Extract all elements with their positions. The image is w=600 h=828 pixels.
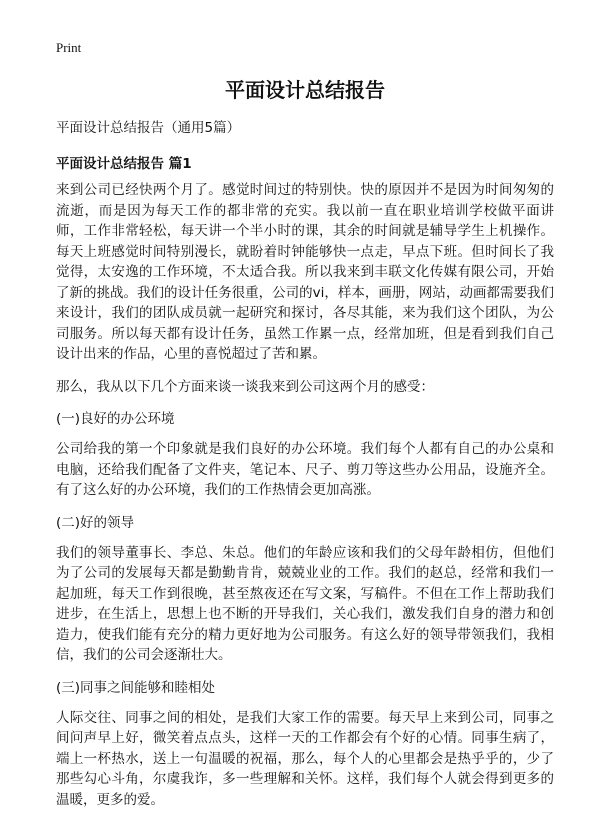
point-heading-leadership: (二)好的领导	[56, 514, 135, 531]
document-title: 平面设计总结报告	[225, 78, 385, 102]
point-body-colleagues: 人际交往、同事之间的相处，是我们大家工作的需要。每天早上来到公司，同事之间问声早上好，微笑着点点头，这样一天的工作都会有个好的心情。同事生病了，端上一杯热水，送上一句温暖的祝福，那么，每个人的心里都会是热乎乎的，少了那些勾心斗角，尔虞我诈，多一些理解和关怀。这样，我们每个人就会得到更多的温暖，更多的爱。	[56, 709, 554, 808]
point-body-environment: 公司给我的第一个印象就是我们良好的办公环境。我们每个人都有自己的办公桌和电脑，还给我们配备了文件夹，笔记本、尺子、剪刀等这些办公用品，设施齐全。有了这么好的办公环境，我们的工作热情会更加高涨。	[56, 441, 554, 498]
section-heading: 平面设计总结报告 篇1	[56, 156, 192, 172]
point-heading-colleagues: (三)同事之间能够和睦相处	[56, 679, 216, 696]
document-subtitle: 平面设计总结报告（通用5篇）	[56, 120, 241, 136]
print-label: Print	[56, 40, 82, 55]
intro-paragraph: 来到公司已经快两个月了。感觉时间过的特别快。快的原因并不是因为时间匆匆的流逝，而是因为每天工作的都非常的充实。我以前一直在职业培训学校做平面讲师，工作非常轻松，每天讲一个半小时的课，其余的时间就是辅导学生上机操作。每天上班感觉时间特别漫长，就盼着时钟能够快一点走，早点下班。但时间长了我觉得，太安逸的工作环境，不太适合我。所以我来到丰联文化传媒有限公司，开始了新的挑战。我们的设计任务很重，公司的vi，样本，画册，网站，动画都需要我们来设计，我们的团队成员就一起研究和探讨，各尽其能，来为我们这个团队，为公司服务。所以每天都有设计任务，虽然工作累一点，经常加班，但是看到我们自己设计出来的作品，心里的喜悦超过了苦和累。	[56, 182, 554, 362]
transition-paragraph: 那么，我从以下几个方面来谈一谈我来到公司这两个月的感受：	[56, 378, 434, 395]
point-heading-environment: (一)良好的办公环境	[56, 411, 175, 427]
document-page	[56, 40, 554, 822]
point-body-leadership: 我们的领导董事长、李总、朱总。他们的年龄应该和我们的父母年龄相仿，但他们为了公司的发展每天都是勤勤肯肯，兢兢业业的工作。我们的赵总，经常和我们一起加班，每天工作到很晚，甚至熬夜还在写文案，写稿件。不但在工作上帮助我们进步，在生活上，思想上也不断的开导我们，关心我们，激发我们自身的潜力和创造力，使我们能有充分的精力更好地为公司服务。有这么好的领导带领我们，我相信，我们的公司会逐渐壮大。	[56, 544, 554, 663]
